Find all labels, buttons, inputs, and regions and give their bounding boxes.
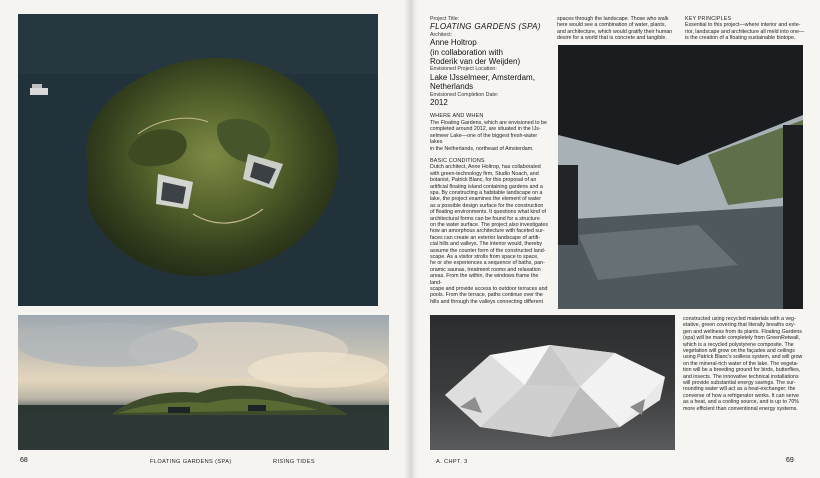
basic-conditions-line: architectural forms can be found for a structure [430, 215, 540, 222]
island-horizon-illustration [18, 315, 389, 450]
materials-text-line: on the mineral-rich water of the lake. The vegeta- [683, 360, 799, 367]
basic-conditions-line: oramic saunas, treatment rooms and relaxation [430, 266, 541, 273]
materials-text-line: rounding water will act as a heat-exchanger; the [683, 386, 796, 393]
basic-conditions-line: areas. From the within, the windows frame the land- [430, 273, 539, 286]
book-gutter [404, 0, 418, 478]
physical-model-illustration [430, 315, 675, 450]
spa-interior-photo [558, 45, 803, 309]
basic-conditions-line: hills and through the valleys connecting different [430, 298, 543, 305]
key-principles-line: rior, landscape and architecture all meld into one— [685, 28, 805, 35]
continued-text-line: and architecture, which would gratify their human [557, 28, 673, 35]
project-title-label: Project Title: [430, 16, 460, 22]
location-line: Lake IJsselmeer, Amsterdam, [430, 72, 535, 82]
left-page-number: 68 [20, 457, 28, 464]
materials-text-line: more efficient than conventional energy systems. [683, 405, 798, 412]
left-footer-title: FLOATING GARDENS (SPA) [150, 459, 232, 465]
continued-text-line: spaces through the landscape. Those who walk [557, 16, 669, 22]
basic-conditions-line: cial hills and valleys. The interior would, thereby [430, 241, 543, 248]
basic-conditions-line: pools. From the terrace, paths continue over the [430, 292, 543, 299]
materials-text-line: vegetation will grow on the façades and ceilings [683, 348, 795, 355]
materials-text-line: (spa) will be made completely from GreenRetwall, [683, 335, 800, 342]
spa-interior-illustration [558, 45, 803, 309]
key-principles [685, 16, 805, 42]
architect-line: Roderik van der Weijden) [430, 57, 521, 67]
key-principles-line: is the creation of a floating sustainable biotope. [685, 35, 796, 42]
continued-text-line: desire for a world that is concrete and tangible. [557, 35, 667, 42]
materials-text-line: gen and wellness from its plants. Floating Gardens [683, 328, 802, 335]
location-label: Envisioned Project Location: [430, 66, 497, 73]
basic-conditions-heading: BASIC CONDITIONS [430, 157, 485, 164]
where-when-heading: WHERE AND WHEN [430, 113, 484, 120]
project-info [430, 16, 550, 305]
materials-text-line: tion will be a breeding ground for birds, butterflies, [683, 367, 801, 374]
basic-conditions-line: scape and provide access to outdoor terraces and [430, 286, 548, 293]
basic-conditions-line: of floating environments. It questions what kind of [430, 209, 547, 216]
where-when-line: completed around 2012, are situated in the IJs- [430, 126, 541, 133]
materials-text-line: as a heat, and a cooling source, and is up to 70% [683, 399, 800, 406]
materials-text-line: etative, green covering that literally breaths oxy- [683, 322, 796, 329]
basic-conditions-line: scape. As a visitor strolls from space to space, [430, 254, 539, 260]
basic-conditions-line: lake, the project examines the element of water [430, 196, 541, 203]
basic-conditions-line: Dutch architect, Anne Holtrop, has collaborated [430, 164, 541, 171]
where-when-line: selmeer Lake—one of the biggest fresh-water lakes [430, 132, 538, 146]
right-page-number: 69 [786, 457, 794, 464]
location-line: Netherlands [430, 82, 474, 92]
materials-text-line: constructed using recycled materials with a veg- [683, 316, 796, 322]
basic-conditions-line: he or she experiences a sequence of baths, pan- [430, 260, 545, 267]
architect-line: (in collaboration with [430, 47, 503, 57]
right-footer-chapter: A. CHPT. 3 [436, 459, 468, 465]
where-when-line: in the Netherlands, northeast of Amsterdam. [430, 145, 534, 152]
materials-text-line: and insects. The innovative technical installations [683, 373, 799, 380]
project-title: FLOATING GARDENS (SPA) [430, 22, 541, 32]
left-footer-book: RISING TIDES [273, 459, 315, 465]
where-when-line: The Floating Gardens, which are envisioned to be [430, 119, 547, 126]
key-principles-heading: KEY PRINCIPLES [685, 16, 732, 22]
completion-label: Envisioned Completion Date: [430, 91, 499, 98]
continued-text-line: here would see a combination of water, plants, [557, 22, 666, 29]
architect-label: Architect: [430, 31, 453, 38]
materials-text-line: will provide substantial energy savings. The sur- [683, 380, 796, 387]
basic-conditions-line: as a possible design surface for the construction [430, 202, 544, 209]
materials-text-line: converse of how a refrigerator works. It can serve [683, 392, 799, 399]
island-aerial-illustration [18, 14, 378, 306]
basic-conditions-line: botanist, Patrick Blanc, for this proposal of an [430, 177, 537, 184]
completion-date: 2012 [430, 98, 448, 108]
basic-conditions-body [430, 164, 550, 305]
basic-conditions-line: artificial floating island containing gardens and a [430, 183, 543, 190]
architect-line: Anne Holtrop [430, 38, 477, 48]
physical-model-photo [430, 315, 675, 450]
continued-text [557, 16, 675, 42]
materials-text-line: which is a recycled polystyrene composite. The [683, 341, 794, 348]
basic-conditions-line: on the water surface. The project also investigates [430, 221, 548, 228]
materials-text-line: using Patrick Blanc's soilless system, and will grow [683, 354, 803, 361]
basic-conditions-line: how an amorphous architecture with faceted sur- [430, 228, 545, 235]
basic-conditions-line: with green-technology firm, Studio Noach, and [430, 170, 539, 177]
island-horizon-photo [18, 315, 389, 450]
island-aerial-photo [18, 14, 378, 306]
materials-text [683, 316, 805, 412]
basic-conditions-line: assume the counter form of the constructed land- [430, 247, 546, 254]
basic-conditions-line: faces can create an exterior landscape of artifi- [430, 234, 541, 241]
basic-conditions-line: spa. By constructing a habitable landscape on a [430, 189, 543, 196]
key-principles-line: Essential to this project—where interior and exte- [685, 22, 801, 29]
